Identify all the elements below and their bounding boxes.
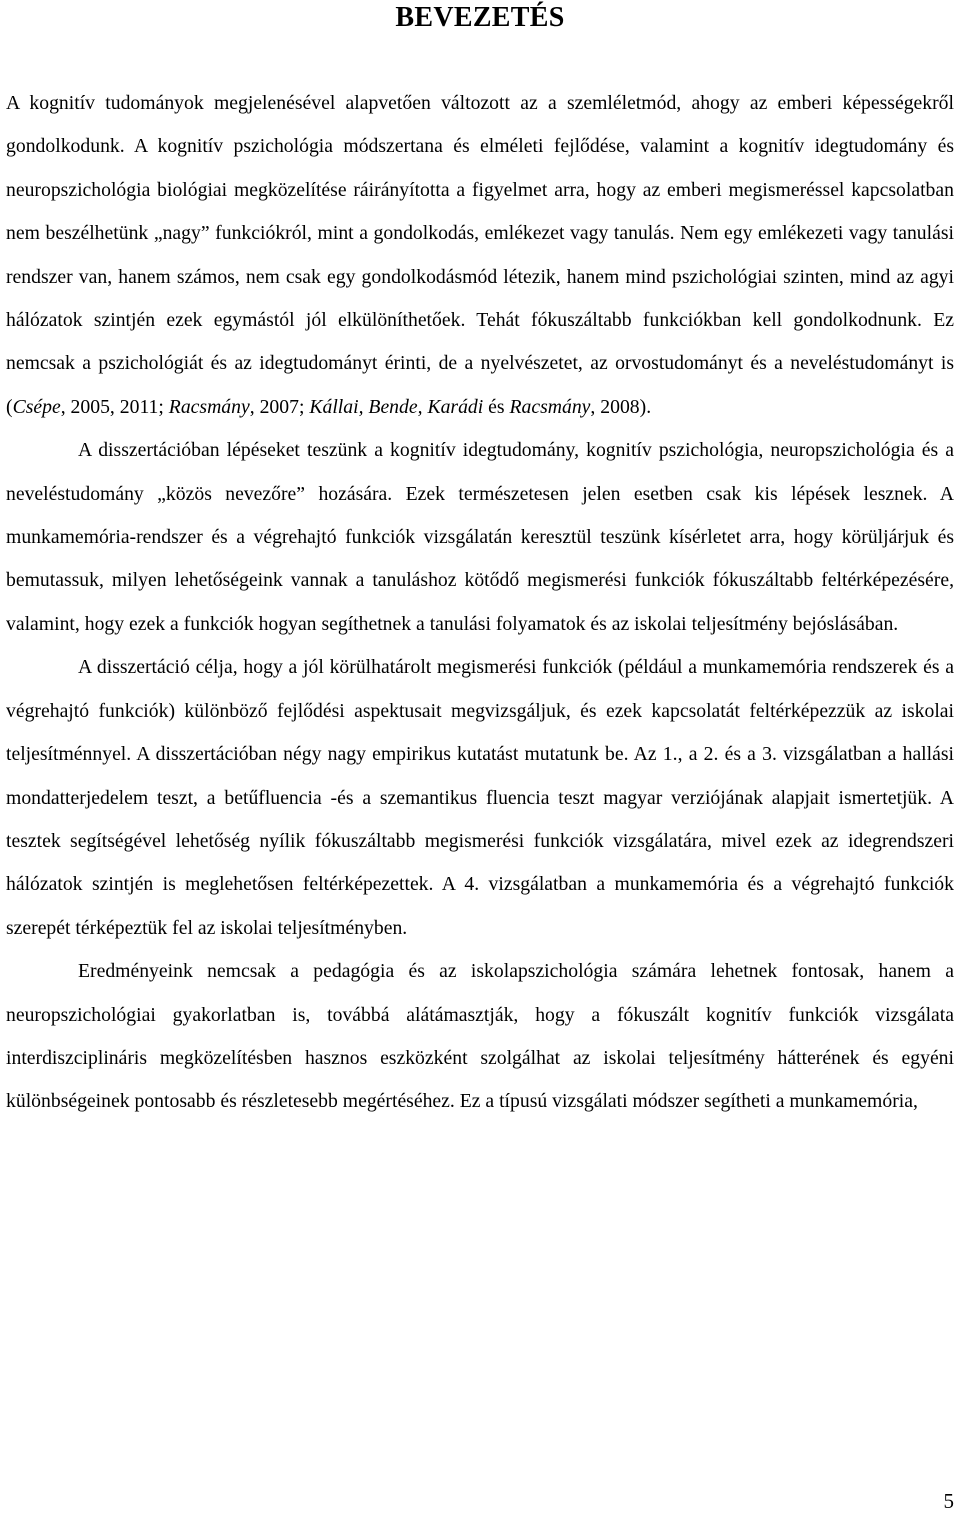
paragraph-2: [6, 429, 954, 646]
citation-author: Csépe: [12, 395, 61, 418]
paragraph-text: A kognitív tudományok megjelenésével alapvetően változott az a szemléletmód, ahogy az emberi képességekről gondolkodunk. A kognitív pszichológia módszertana és elméleti fejlődése, valamint a kognitív idegtudomány és neuropszichológia biológiai megközelítése ráirányította a figyelmet arra, hogy az emberi megismeréssel kapcsolatban nem beszélhetünk „nagy” funkciókról, mint a gondolkodás, emlékezet vagy tanulás. Nem egy emlékezeti vagy tanulási rendszer van, hanem számos, nem csak egy gondolkodásmód létezik, hanem mind pszichológiai szinten, mind az agyi hálózatok szintjén ezek egymástól jól elkülöníthetőek. Tehát fókuszáltabb funkciókban kell gondolkodnunk. Ez nemcsak a pszichológiát és az idegtudományt érinti, de a nyelvészetet, az orvostudományt és a neveléstudományt is (: [6, 92, 954, 418]
citation-author: Racsmány: [168, 395, 250, 418]
paragraph-text: Eredményeink nemcsak a pedagógia és az iskolapszichológia számára lehetnek fontosak, hanem a neuropszichológiai gyakorlatban is, továbbá alátámasztják, hogy a fókuszált kognitív funkciók vizsgálata interdiszciplináris megközelítésben hasznos eszközként szolgálhat az iskolai teljesítmény hátterének és egyéni különbségeinek pontosabb és részletesebb megértéséhez. Ez a típusú vizsgálati módszer segítheti a munkamemória,: [6, 960, 954, 1113]
paragraph-1: [6, 82, 954, 429]
citation-author: Racsmány: [509, 395, 591, 418]
paragraph-4: [6, 950, 954, 1124]
citation-author: Kállai, Bende, Karádi: [309, 395, 484, 418]
page-number: 5: [943, 1489, 954, 1513]
body-text: [6, 82, 954, 1124]
paragraph-text: A disszertáció célja, hogy a jól körülhatárolt megismerési funkciók (például a munkamemória rendszerek és a végrehajtó funkciók) különböző fejlődési aspektusait megvizsgáljuk, és ezek kapcsolatát feltérképezzük az iskolai teljesítménnyel. A disszertációban négy nagy empirikus kutatást mutatunk be. Az 1., a 2. és a 3. vizsgálatban a hallási mondatterjedelem teszt, a betűfluencia -és a szemantikus fluencia teszt magyar verziójának alapjait ismertetjük. A tesztek segítségével lehetőség nyílik fókuszáltabb megismerési funkciók vizsgálatára, mivel ezek az idegrendszeri hálózatok szintjén is meglehetősen feltérképezettek. A 4. vizsgálatban a munkamemória és a végrehajtó funkciók szerepét térképeztük fel az iskolai teljesítményben.: [6, 656, 954, 939]
document-page: [6, 0, 954, 1124]
paragraph-text: , 2007;: [249, 395, 310, 418]
paragraph-text: A disszertációban lépéseket teszünk a kognitív idegtudomány, kognitív pszichológia, neuropszichológia és a neveléstudomány „közös nevezőre” hozására. Ezek természetesen jelen esetben csak kis lépések lesznek. A munkamemória-rendszer és a végrehajtó funkciók vizsgálatán keresztül teszünk kísérletet arra, hogy körüljárjuk és bemutassuk, milyen lehetőségeink vannak a tanuláshoz kötődő megismerési funkciók fókuszáltabb feltérképezésére, valamint, hogy ezek a funkciók hogyan segíthetnek a tanulási folyamatok és az iskolai teljesítmény bejóslásában.: [6, 439, 954, 635]
paragraph-text: , 2008).: [590, 395, 652, 418]
paragraph-3: [6, 646, 954, 950]
chapter-title: BEVEZETÉS: [395, 2, 565, 33]
paragraph-text: , 2005, 2011;: [60, 395, 169, 418]
paragraph-text: és: [483, 395, 510, 418]
